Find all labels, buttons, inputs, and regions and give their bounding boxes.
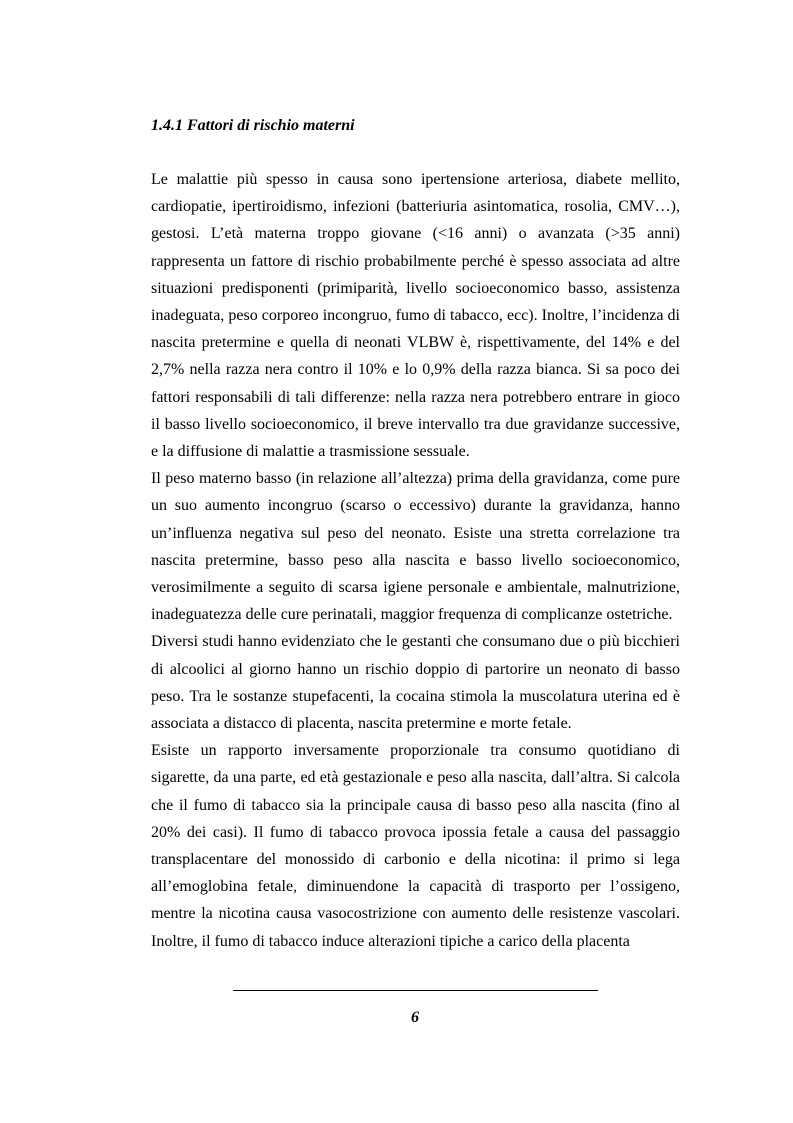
page-number: 6 <box>411 1009 419 1026</box>
paragraph-alcohol-drugs: Diversi studi hanno evidenziato che le gestanti che consumano due o più bicchieri di alcoolici al giorno hanno un rischio doppio di partorire un neonato di basso peso. Tra le sostanze stupefacenti, la cocaina stimola la muscolatura uterina ed è associata a distacco di placenta, nascita pretermine e morte fetale. <box>151 633 680 733</box>
paragraph-maternal-weight: Il peso materno basso (in relazione all’altezza) prima della gravidanza, come pure un suo aumento incongruo (scarso o eccessivo) durante la gravidanza, hanno un’influenza negativa sul peso del neonato. Esiste una stretta correlazione tra nascita pretermine, basso peso alla nascita e basso livello socioeconomico, verosimilmente a seguito di scarsa igiene personale e ambientale, malnutrizione, inadeguatezza delle cure perinatali, maggior frequenza di complicanze ostetriche. <box>151 470 680 624</box>
body-text <box>151 166 680 955</box>
section-heading: 1.4.1 Fattori di rischio materni <box>151 117 355 134</box>
paragraph-smoking: Esiste un rapporto inversamente proporzionale tra consumo quotidiano di sigarette, da una parte, ed età gestazionale e peso alla nascita, dall’altra. Si calcola che il fumo di tabacco sia la principale causa di basso peso alla nascita (fino al 20% dei casi). Il fumo di tabacco provoca ipossia fetale a causa del passaggio transplacentare del monossido di carbonio e della nicotina: il primo si lega all’emoglobina fetale, diminuendone la capacità di trasporto per l’ossigeno, mentre la nicotina causa vasocostrizione con aumento delle resistenze vascolari. Inoltre, il fumo di tabacco induce alterazioni tipiche a carico della placenta <box>151 742 680 950</box>
footer-divider <box>233 990 598 991</box>
paragraph-maternal-diseases: Le malattie più spesso in causa sono ipertensione arteriosa, diabete mellito, cardiopatie, ipertiroidismo, infezioni (batteriuria asintomatica, rosolia, CMV…), gestosi. L’età materna troppo giovane (<16 anni) o avanzata (>35 anni) rappresenta un fattore di rischio probabilmente perché è spesso associata ad altre situazioni predisponenti (primiparità, livello socioeconomico basso, assistenza inadeguata, peso corporeo incongruo, fumo di tabacco, ecc). Inoltre, l’incidenza di nascita pretermine e quella di neonati VLBW è, rispettivamente, del 14% e del 2,7% nella razza nera contro il 10% e lo 0,9% della razza bianca. Si sa poco dei fattori responsabili di tali differenze: nella razza nera potrebbero entrare in gioco il basso livello socioeconomico, il breve intervallo tra due gravidanze successive, e la diffusione di malattie a trasmissione sessuale. <box>151 171 680 461</box>
